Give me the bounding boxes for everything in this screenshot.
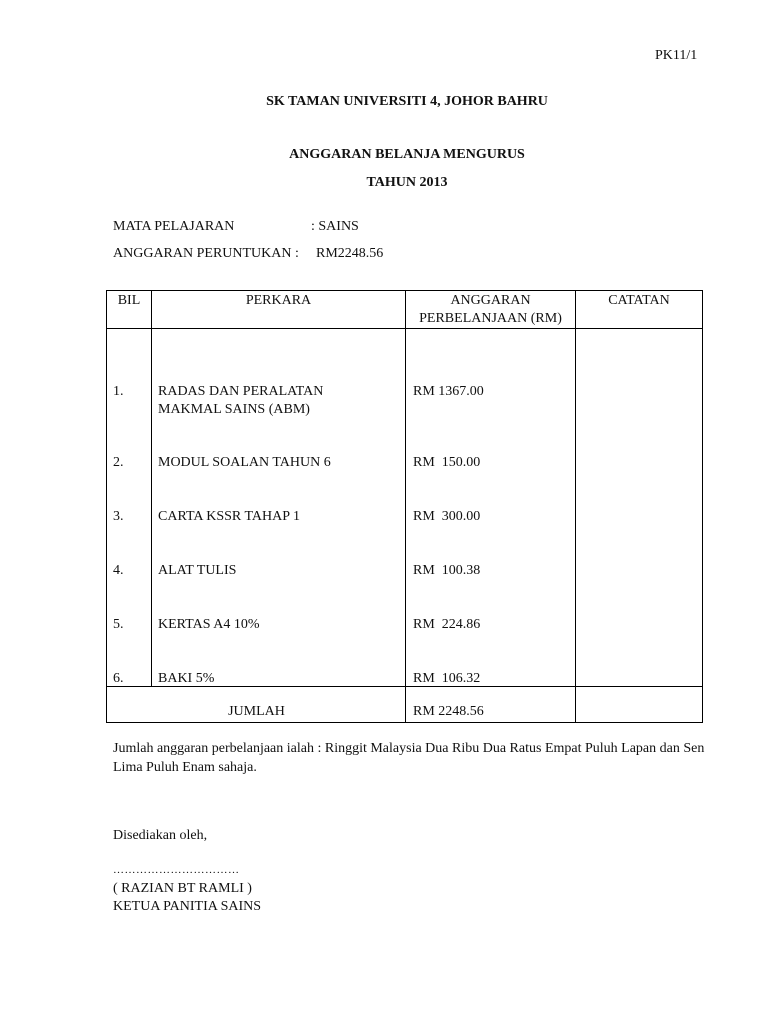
perkara-cell xyxy=(152,329,406,687)
item-amount: RM 300.00 xyxy=(413,509,481,524)
subject-value: : SAINS xyxy=(311,219,359,234)
column-header-perkara: PERKARA xyxy=(152,291,406,329)
item-name: MODUL SOALAN TAHUN 6 xyxy=(158,455,331,470)
column-header-catatan: CATATAN xyxy=(576,291,703,329)
total-label-cell xyxy=(107,687,406,723)
row-number: 2. xyxy=(113,455,124,470)
amount-cell xyxy=(406,329,576,687)
item-name: CARTA KSSR TAHAP 1 xyxy=(158,509,301,524)
item-amount: RM 150.00 xyxy=(413,455,481,470)
total-value: RM 2248.56 xyxy=(413,704,484,719)
item-amount: RM 1367.00 xyxy=(413,384,484,399)
item-name: KERTAS A4 10% xyxy=(158,617,260,632)
item-amount: RM 100.38 xyxy=(413,563,481,578)
total-catatan-cell xyxy=(576,687,703,723)
bil-cell xyxy=(107,329,152,687)
table-items-row xyxy=(107,329,703,687)
document-year: TAHUN 2013 xyxy=(366,175,448,190)
document-title: ANGGARAN BELANJA MENGURUS xyxy=(289,147,525,162)
item-name-continued: MAKMAL SAINS (ABM) xyxy=(158,402,310,417)
item-amount: RM 224.86 xyxy=(413,617,481,632)
signatory-position: KETUA PANITIA SAINS xyxy=(113,899,262,914)
subject-label: MATA PELAJARAN xyxy=(113,219,235,234)
item-name: ALAT TULIS xyxy=(158,563,237,578)
item-amount: RM 106.32 xyxy=(413,671,481,686)
column-header-bil: BIL xyxy=(107,291,152,329)
row-number: 3. xyxy=(113,509,124,524)
total-label: JUMLAH xyxy=(228,704,285,719)
table-total-row xyxy=(107,687,703,723)
school-name: SK TAMAN UNIVERSITI 4, JOHOR BAHRU xyxy=(266,94,548,109)
allocation-label: ANGGARAN PERUNTUKAN : xyxy=(113,246,299,261)
budget-table xyxy=(106,290,703,723)
signatory-name: ( RAZIAN BT RAMLI ) xyxy=(113,881,252,896)
allocation-value: RM2248.56 xyxy=(316,246,384,261)
catatan-cell xyxy=(576,329,703,687)
row-number: 5. xyxy=(113,617,124,632)
item-name: BAKI 5% xyxy=(158,671,215,686)
column-header-anggaran: ANGGARAN PERBELANJAAN (RM) xyxy=(406,291,576,329)
signature-line: …………………………… xyxy=(113,864,240,876)
prepared-by-label: Disediakan oleh, xyxy=(113,828,208,843)
item-name: RADAS DAN PERALATAN xyxy=(158,384,324,399)
form-reference: PK11/1 xyxy=(655,48,698,63)
row-number: 1. xyxy=(113,384,124,399)
amount-in-words: Jumlah anggaran perbelanjaan ialah : Ringgit Malaysia Dua Ribu Dua Ratus Empat Puluh Lapan dan Sen Lima Puluh Enam sahaja. xyxy=(113,741,705,775)
row-number: 4. xyxy=(113,563,124,578)
row-number: 6. xyxy=(113,671,124,686)
table-header-row xyxy=(107,291,703,329)
total-value-cell xyxy=(406,687,576,723)
